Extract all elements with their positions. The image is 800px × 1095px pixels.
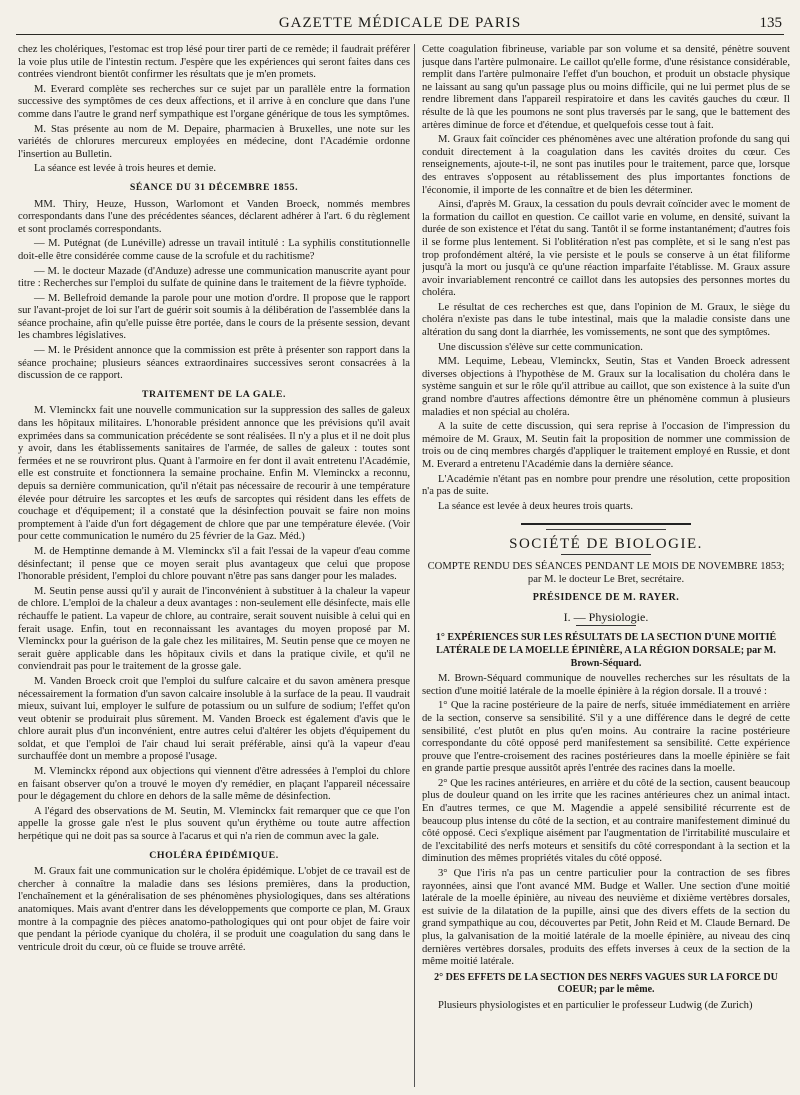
section-rule — [546, 529, 666, 530]
paragraph: — M. le docteur Mazade (d'Anduze) adresse une communication manuscrite ayant pour titre : Recherches sur l'emploi du sulfate de quinine dans le traitement de la fièvre typhoïde. — [18, 265, 410, 290]
society-title: SOCIÉTÉ DE BIOLOGIE. — [509, 536, 703, 553]
journal-title: GAZETTE MÉDICALE DE PARIS — [278, 15, 522, 31]
section-heading: CHOLÉRA ÉPIDÉMIQUE. — [149, 849, 279, 861]
article-heading: 2° DES EFFETS DE LA SECTION DES NERFS VAGUES SUR LA FORCE DU COEUR; par le même. — [434, 971, 778, 996]
paragraph: La séance est levée à trois heures et demie. — [34, 163, 217, 175]
left-column — [18, 44, 410, 1089]
paragraph: M. Vleminckx répond aux objections qui viennent d'être adressées à l'emploi du chlore en faisant observer qu'on a trouvé le moyen d'y remédier, en plaçant l'appareil nécessaire pour le dégagement du chlore en dehors de la salle même de désinfection. — [18, 766, 410, 803]
paragraph: M. Graux fait coïncider ces phénomènes avec une altération profonde du sang qui conduit directement à la coagulation dans les cavités droites du cœur. Ces renseignements, ajoute-t-il, ne sont pas inutiles pour le traitement, parce que, lorsque des entraves s'opposent au rétablissement des plus importantes fonctions de l'économie, il importe de les connaître et de bien les déterminer. — [422, 134, 790, 196]
article-heading: 1° EXPÉRIENCES SUR LES RÉSULTATS DE LA SECTION D'UNE MOITIÉ LATÉRALE DE LA MOELLE ÉPINIÈRE, A LA RÉGION DORSALE; par M. Brown-Séquard. — [435, 632, 777, 669]
page-number: 135 — [759, 15, 782, 31]
paragraph: M. Vleminckx fait une nouvelle communication sur la suppression des salles de galeux dans les hôpitaux militaires. L'honorable président annonce que les prévisions qu'il avait exprimées dans sa communication précédente se sont réalisées. Il n'y a plus et il ne doit plus y avoir, dans les établissements sanitaires de l'armée, de salles de galeux : toutes sont fermées et ne se rouvriront plus. Quant à l'armoire en fer dont il avait entretenu l'Académie, elle est construite et fonctionnera la semaine prochaine. Enfin M. Vleminckx a reconnu, depuis sa dernière communication, qu'il n'était pas nécessaire de recourir à une température élevée pour détruire les sarcoptes et les œufs de sarcoptes qui résident dans les effets de couchage et d'équipement; il a constaté que la désinfection pouvait se faire non moins promptement à l'aide d'un fort dégagement de chlore que par une température élevée. (Voir pour cette communication le numéro du 25 février de la Gaz. Méd.) — [18, 405, 410, 543]
section-rule — [521, 523, 691, 525]
paragraph: — M. Putégnat (de Lunéville) adresse un travail intitulé : La syphilis constitutionnelle doit-elle être considérée comme cause de la scrofule et du rachitisme? — [18, 238, 410, 262]
paragraph: Le résultat de ces recherches est que, dans l'opinion de M. Graux, le siège du choléra n'existe pas dans le tube intestinal, mais que la maladie consiste dans une altération du sang dont la diarrhée, les vomissements, ne sont que des symptômes. — [422, 301, 790, 339]
paragraph: — M. Bellefroid demande la parole pour une motion d'ordre. Il propose que le rapport sur l'avant-projet de loi sur l'art de guérir soit soumis à la délibération de l'assemblée dans la séance prochaine, afin qu'elle puisse être portée, dans le cours de la présente session, devant les chambres législatives. — [18, 292, 410, 342]
paragraph: MM. Thiry, Heuze, Husson, Warlomont et Vanden Broeck, nommés membres correspondants dans l'une des précédentes séances, déclarent adhérer à l'art. 6 du règlement et sont proclamés correspondants. — [18, 198, 410, 235]
paragraph: Cette coagulation fibrineuse, variable par son volume et sa densité, pénètre souvent jusque dans l'artère pulmonaire. Le caillot qu'elle forme, d'une résistance considérable, remplit dans l'artère pulmonaire l'effet d'un bouchon, et produit un obstacle physique ne laissant au sang qu'un passage plus ou moins difficile, qui ne lui permet plus de se rendre librement dans l'appareil respiratoire et dans les cavités gauches du cœur. Il résulte de là que les poumons ne sont plus traversés par le sang, que le battement des artères diminue de force et d'étendue, et quelquefois cesse tout à fait. — [422, 44, 790, 131]
report-subtitle: COMPTE RENDU DES SÉANCES PENDANT LE MOIS DE NOVEMBRE 1853; par M. le docteur Le Bret, secrétaire. — [427, 560, 785, 585]
paragraph: Ainsi, d'après M. Graux, la cessation du pouls devrait coïncider avec le moment de la formation du caillot en question. Ce caillot varie en volume, en densité, suivant la durée de son existence et l'état du sang. Tantôt il se forme instantanément; d'autres fois il se forme plus lentement. Si l'oblitération n'est pas complète, et si le sang n'est pas trop profondément altéré, la vie persiste et le pouls se conserve à un état filiforme jusqu'à la mort ou jusqu'à ce qu'une réaction imparfaite l'établisse. M. Graux assure avoir invariablement rencontré ce caillot dans les autopsies des personnes mortes du choléra. — [422, 199, 790, 299]
right-column — [422, 44, 790, 1089]
title-rule — [576, 625, 636, 626]
paragraph: M. Vanden Broeck croit que l'emploi du sulfure calcaire et du savon amènera presque nécessairement la formation d'un savon calcaire insoluble à la surface de la peau. Il vaudrait mieux, suivant lui, employer le sulfure de potassium ou un sulfure de sodium; l'effet qu'on veut obtenir se produirait plus sûrement. M. Vanden Broeck est également d'avis que le chlore aurait plus d'un inconvénient, entre autres celui d'altérer les objets d'équipement du soldat, et que l'emploi de l'air chaud lui serait préférable, ainsi qu'à la vapeur d'eau surchauffée dont un membre a proposé l'usage. — [18, 675, 410, 763]
paragraph: MM. Lequime, Lebeau, Vleminckx, Seutin, Stas et Vanden Broeck adressent diverses objections à l'hypothèse de M. Graux sur la localisation du choléra dans le système sanguin et sur le rôle qu'il attribue au caillot, que son existence à la suite d'un grand nombre d'autres affections démontre être un phénomène commun à plusieurs maladies et non spécial au choléra. — [422, 356, 790, 418]
paragraph: A l'égard des observations de M. Seutin, M. Vleminckx fait remarquer que ce que l'on appelle la grosse gale n'est le plus souvent qu'un érythème ou toute autre affection herpétique qui ne doit pas sa source à l'acarus et qui n'a rien de commun avec la gale. — [18, 805, 410, 843]
paragraph: M. Everard complète ses recherches sur ce sujet par un parallèle entre la formation successive des symptômes de ces deux affections, et il arrive à en conclure que dans l'une comme dans l'autre le grand nerf sympathique est l'organe générique de tous les symptômes. — [18, 83, 410, 120]
paragraph: chez les cholériques, l'estomac est trop lésé pour tirer parti de ce remède; il faudrait préférer la voie plus utile de l'intestin rectum. J'espère que les expériences qui seront faites dans ces contrées viendront bientôt confirmer les résultats que je m'en promets. — [18, 44, 410, 81]
paragraph: A la suite de cette discussion, qui sera reprise à l'occasion de l'impression du mémoire de M. Graux, M. Seutin fait la proposition de nommer une commission de trois ou de cinq membres chargés d'appliquer le traitement employé en Russie, et dont M. Everard a entretenu l'Académie dans la dernière séance. — [422, 421, 790, 470]
paragraph: La séance est levée à deux heures trois quarts. — [438, 500, 634, 512]
paragraph: 1° Que la racine postérieure de la paire de nerfs, située immédiatement en arrière de la section, conserve sa sensibilité. S'il y a une différence dans le degré de cette sensibilité, c'est plutôt en plus qu'en moins. Au contraire la racine postérieure correspondante du côté opposé perd manifestement sa sensibilité. Cette expérience prouve que l'entre-croisement des racines postérieures dans la moelle épinière se fait en grande partie presque aussitôt après l'entrée des racines dans la moelle. — [422, 700, 790, 775]
paragraph: 3° Que l'iris n'a pas un centre particulier pour la contraction de ses fibres rayonnées, ainsi que l'ont avancé MM. Budge et Waller. Une section d'une moitié latérale de la moelle épinière, au niveau des neuvième et dixième vertèbres dorsales, est suivie de la dilatation de la pupille, ainsi que des divers effets de la section du grand sympathique au cou, découvertes par Petit, John Reid et M. Claude Bernard. De plus, la galvanisation de la moitié latérale de la moelle épinière, au niveau des cinq dernières vertèbres dorsales, produits des effets inverses à ceux de la section de la même moitié latérale. — [422, 868, 790, 968]
section-heading: TRAITEMENT DE LA GALE. — [141, 388, 287, 400]
subsection-title: I. — Physiologie. — [563, 609, 649, 624]
page-header — [16, 6, 784, 35]
paragraph: L'Académie n'étant pas en nombre pour prendre une résolution, cette proposition n'a pas de suite. — [422, 473, 790, 498]
section-heading: SÉANCE DU 31 DÉCEMBRE 1855. — [129, 181, 299, 193]
paragraph: Une discussion s'élève sur cette communication. — [438, 341, 643, 353]
paragraph: M. Seutin pense aussi qu'il y aurait de l'inconvénient à substituer à la chaleur la vapeur de chlore. L'emploi de la chaleur a deux avantages : non-seulement elle désinfecte, mais elle réchauffe le patient. La vapeur de chlore, au contraire, serait souvent nuisible à celui qui en ferait usage. Enfin, tout en reconnaissant les avantages du moyen proposé par M. Vleminckx pour la guérison de la gale chez les militaires, M. Seutin pense que ce moyen ne serait guère applicable dans les hôpitaux civils et dans la pratique civile, et qu'il ne conviendrait pas pour le traitement de la grosse gale. — [18, 585, 410, 673]
presidency-line: PRÉSIDENCE DE M. RAYER. — [532, 592, 680, 604]
paragraph: 2° Que les racines antérieures, en arrière et du côté de la section, causent beaucoup plus de douleur quand on les irrite que les racines antérieures chez un animal intact. En d'autres termes, ce que M. Magendie a appelé sensibilité récurrente est de beaucoup plus intense du côté de la section, et au contraire manifestement diminué du côté opposé. Ceci s'explique aisément par l'augmentation de l'irritabilité musculaire et de l'excitabilité des nerfs moteurs et sensitifs du côté correspondant à la section et la diminution des mêmes propriétés vitales du côté opposé. — [422, 777, 790, 865]
paragraph: M. de Hemptinne demande à M. Vleminckx s'il a fait l'essai de la vapeur d'eau comme désinfectant; il pense que ce moyen serait plus avantageux que celui que propose l'honorable président, l'emploi du chlore pouvant n'être pas sans danger pour les malades. — [18, 545, 410, 583]
paragraph: — M. le Président annonce que la commission est prête à présenter son rapport dans la séance prochaine; plusieurs séances extraordinaires successives seront consacrées à la discussion de ce rapport. — [18, 345, 410, 382]
paragraph: M. Brown-Séquard communique de nouvelles recherches sur les résultats de la section d'une moitié latérale de la moelle épinière à la région dorsale. Il a trouvé : — [422, 673, 790, 697]
paragraph: M. Stas présente au nom de M. Depaire, pharmacien à Bruxelles, une note sur les variétés de chlorures mercureux employées en médecine, dont l'Académie ordonne l'insertion au Bulletin. — [18, 123, 410, 160]
paragraph: Plusieurs physiologistes et en particulier le professeur Ludwig (de Zurich) — [438, 999, 753, 1011]
title-rule — [561, 554, 651, 555]
column-divider — [414, 44, 415, 1087]
paragraph: M. Graux fait une communication sur le choléra épidémique. L'objet de ce travail est de chercher à connaître la maladie dans ses lésions premières, dans la production, l'enchaînement et la généralisation de ses phénomènes physiologiques, dans ses altérations anatomiques. Mais avant d'entrer dans les développements que comporte ce plan, M. Graux montre à la compagnie des pièces anatomo-pathologiques qui ont pour objet de faire voir que pendant la période cyanique du choléra, il se produit une coagulation du sang dans le ventricule droit du cœur, où ce fluide se trouve arrêté. — [18, 866, 410, 953]
